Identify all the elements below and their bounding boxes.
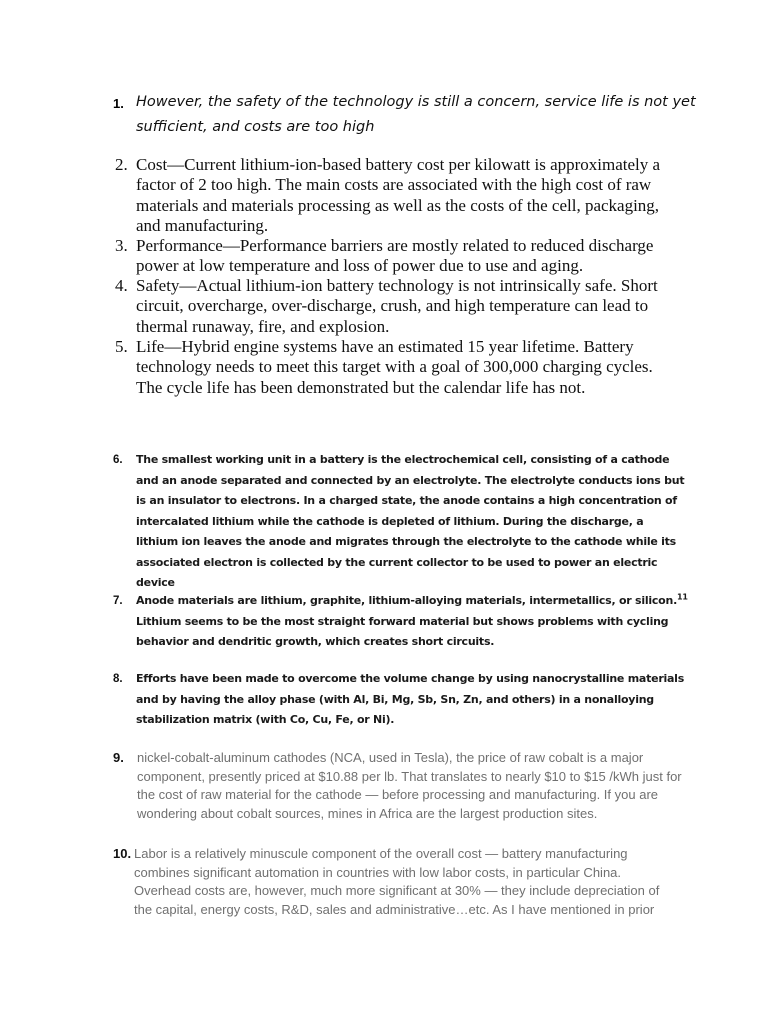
- item-number: 8.: [113, 673, 123, 685]
- item-number: 9.: [113, 750, 124, 765]
- item-number: 2.: [115, 155, 128, 174]
- item-number: 10.: [113, 846, 132, 861]
- item-text: Life—Hybrid engine systems have an estimated 15 year lifetime. Battery technology needs to meet this target with a goal of 300,000 charging cycles. The cycle life has been demonstrated but the calendar life has not.: [136, 337, 653, 397]
- item-text: Cost—Current lithium-ion-based battery cost per kilowatt is approximately a factor of 2 too high. The main costs are associated with the high cost of raw materials and materials processing as well as the costs of the cell, packaging, and manufacturing.: [136, 155, 661, 235]
- item-text: The smallest working unit in a battery is the electrochemical cell, consisting of a cathode and an anode separated and connected by an electrolyte. The electrolyte conducts ions but is an insulator to electrons. In a charged state, the anode contains a high concentration of intercalated lithium while the cathode is depleted of lithium. During the discharge, a lithium ion leaves the anode and migrates through the electrolyte to the cathode while its associated electron is collected by the current collector to be used to power an electric device: [136, 453, 685, 589]
- item-text: nickel-cobalt-aluminum cathodes (NCA, used in Tesla), the price of raw cobalt is a major component, presently priced at $10.88 per lb. That translates to nearly $10 to $15 /kWh just for the cost of raw material for the cathode — before processing and manufacturing. If you are wondering about cobalt sources, mines in Africa are the largest production sites.: [137, 750, 682, 821]
- item-text: Efforts have been made to overcome the volume change by using nanocrystalline materials and by having the alloy phase (with Al, Bi, Mg, Sb, Sn, Zn, and others) in a nonalloying stabilization matrix (with Co, Cu, Fe, or Ni).: [136, 672, 685, 726]
- item-number: 7.: [113, 595, 123, 607]
- item-text: Safety—Actual lithium-ion battery technology is not intrinsically safe. Short circuit, overcharge, over-discharge, crush, and high temperature can lead to thermal runaway, fire, and explosion.: [136, 276, 658, 336]
- item-text: Labor is a relatively minuscule component of the overall cost — battery manufacturing combines significant automation in countries with low labor costs, in particular China. Overhead costs are, however, much more significant at 30% — they include depreciation of the capital, energy costs, R&D, sales and administrative…etc. As I have mentioned in prior: [134, 846, 660, 917]
- item-text: [136, 591, 688, 653]
- item-number: 1.: [113, 96, 124, 111]
- item-number: 5.: [115, 337, 128, 356]
- item-text-part: Lithium seems to be the most straight forward material but shows problems with cycling behavior and dendritic growth, which creates short circuits.: [136, 614, 669, 648]
- item-text: However, the safety of the technology is still a concern, service life is not yet sufficient, and costs are too high: [136, 94, 696, 135]
- item-number: 6.: [113, 454, 123, 466]
- item-number: 3.: [115, 236, 128, 255]
- item-text: Performance—Performance barriers are mostly related to reduced discharge power at low temperature and loss of power due to use and aging.: [136, 236, 654, 276]
- item-number: 4.: [115, 276, 128, 295]
- footnote-ref: 11: [677, 592, 688, 602]
- item-text-part: Anode materials are lithium, graphite, lithium-alloying materials, intermetallics, or silicon.: [136, 594, 677, 607]
